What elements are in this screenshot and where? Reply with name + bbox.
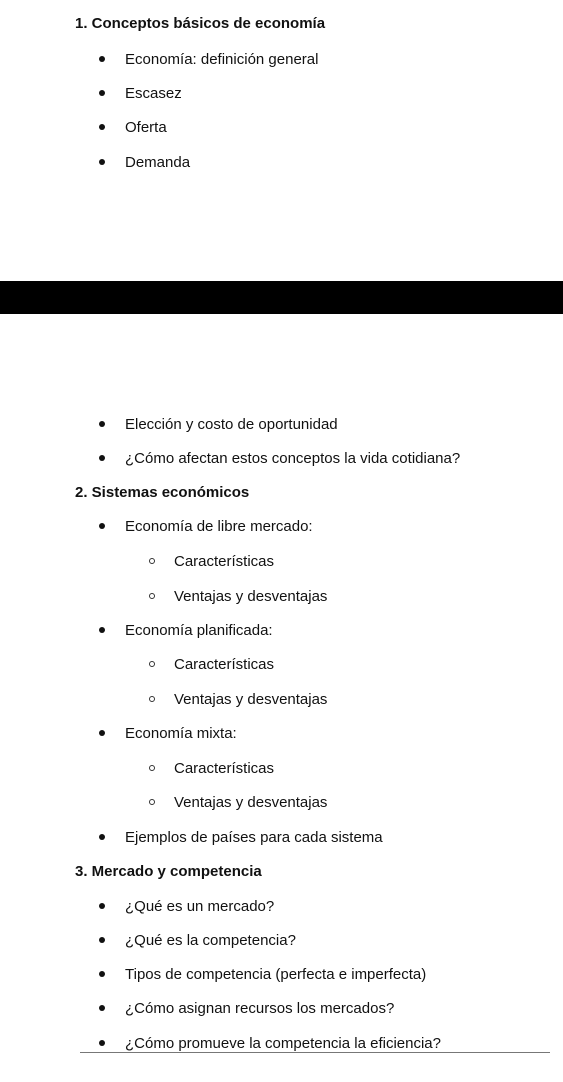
circle-bullet-icon bbox=[149, 765, 155, 771]
sub-list-item: Características bbox=[149, 760, 274, 778]
circle-bullet-icon bbox=[149, 799, 155, 805]
list-item: ¿Qué es un mercado? bbox=[99, 898, 274, 916]
bullet-icon bbox=[99, 903, 105, 909]
circle-bullet-icon bbox=[149, 696, 155, 702]
bullet-icon bbox=[99, 971, 105, 977]
bullet-icon bbox=[99, 1005, 105, 1011]
list-item: Tipos de competencia (perfecta e imperfecta) bbox=[99, 966, 426, 984]
bullet-icon bbox=[99, 90, 105, 96]
list-item: ¿Cómo promueve la competencia la eficiencia? bbox=[99, 1035, 441, 1053]
bullet-icon bbox=[99, 421, 105, 427]
sub-list-item: Características bbox=[149, 656, 274, 674]
section-3-heading: 3. Mercado y competencia bbox=[75, 863, 262, 880]
list-item: ¿Cómo asignan recursos los mercados? bbox=[99, 1000, 394, 1018]
bullet-icon bbox=[99, 834, 105, 840]
sub-list-item: Ventajas y desventajas bbox=[149, 588, 327, 606]
circle-bullet-icon bbox=[149, 558, 155, 564]
bullet-icon bbox=[99, 56, 105, 62]
bullet-icon bbox=[99, 523, 105, 529]
list-item: Economía mixta: bbox=[99, 725, 237, 743]
section-2-heading: 2. Sistemas económicos bbox=[75, 484, 250, 501]
sub-list-item: Ventajas y desventajas bbox=[149, 794, 327, 812]
list-item: Economía de libre mercado: bbox=[99, 518, 313, 536]
bullet-icon bbox=[99, 455, 105, 461]
section-1-heading: 1. Conceptos básicos de economía bbox=[75, 15, 326, 32]
list-item: Escasez bbox=[99, 85, 182, 103]
bullet-icon bbox=[99, 937, 105, 943]
list-item: ¿Qué es la competencia? bbox=[99, 932, 296, 950]
bullet-icon bbox=[99, 627, 105, 633]
circle-bullet-icon bbox=[149, 661, 155, 667]
divider bbox=[80, 1052, 550, 1053]
sub-list-item: Ventajas y desventajas bbox=[149, 691, 327, 709]
list-item: Demanda bbox=[99, 154, 190, 172]
sub-list-item: Características bbox=[149, 553, 274, 571]
redaction-bar bbox=[0, 281, 563, 314]
list-item: Economía planificada: bbox=[99, 622, 273, 640]
list-item: Oferta bbox=[99, 119, 167, 137]
list-item: ¿Cómo afectan estos conceptos la vida cotidiana? bbox=[99, 450, 460, 468]
bullet-icon bbox=[99, 730, 105, 736]
list-item: Ejemplos de países para cada sistema bbox=[99, 829, 383, 847]
circle-bullet-icon bbox=[149, 593, 155, 599]
bullet-icon bbox=[99, 1040, 105, 1046]
bullet-icon bbox=[99, 124, 105, 130]
list-item: Elección y costo de oportunidad bbox=[99, 416, 338, 434]
list-item: Economía: definición general bbox=[99, 51, 318, 69]
bullet-icon bbox=[99, 159, 105, 165]
